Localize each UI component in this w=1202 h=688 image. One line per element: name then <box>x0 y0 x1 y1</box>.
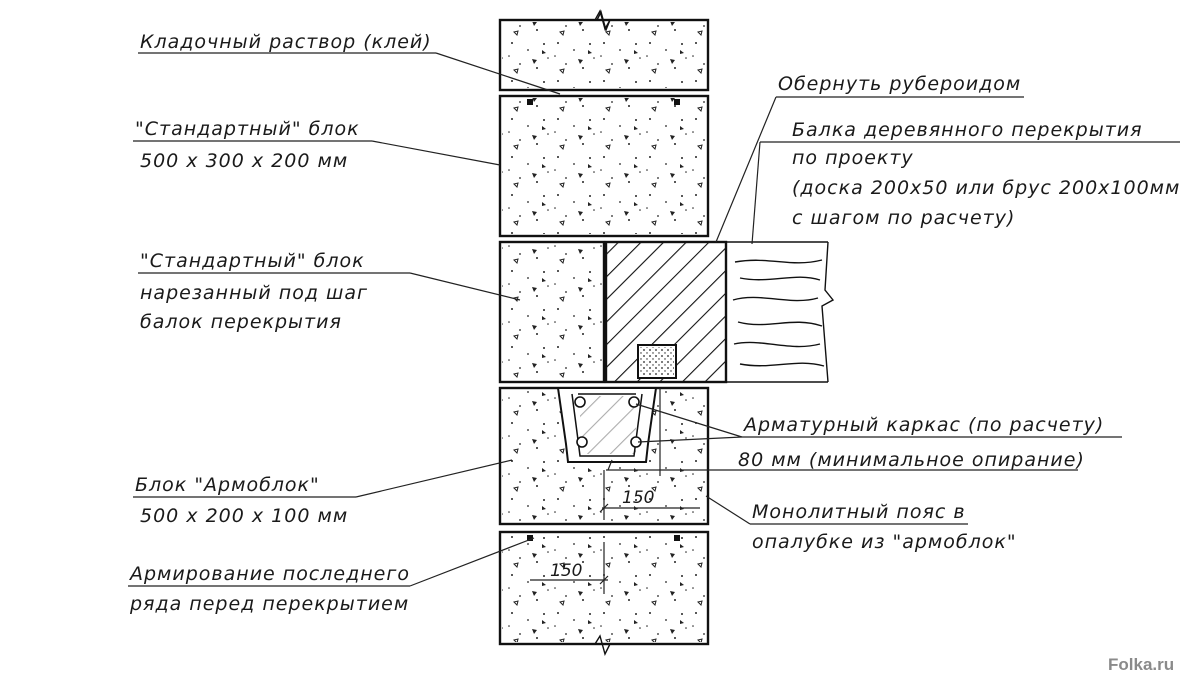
std-block-2-line3-text: балок перекрытия <box>140 311 342 333</box>
armoblock-text: Блок "Армоблок" <box>135 474 320 496</box>
dim-150-lower-text: 150 <box>550 561 583 581</box>
belt-line1-text: Монолитный пояс в <box>752 501 966 523</box>
armoblock-size-text: 500 х 200 х 100 мм <box>140 505 349 527</box>
std-block-2-line2-text: нарезанный под шаг <box>140 282 369 304</box>
label-support <box>708 449 1085 471</box>
label-standard-block <box>133 118 500 172</box>
support-text: 80 мм (минимальное опирание) <box>738 449 1085 471</box>
frame-text: Арматурный каркас (по расчету) <box>744 414 1105 436</box>
wrap-text: Обернуть рубероидом <box>778 73 1022 95</box>
mortar-text: Кладочный раствор (клей) <box>140 31 432 53</box>
belt-line2-text: опалубке из "армоблок" <box>752 531 1017 553</box>
std-block-2-text: "Стандартный" блок <box>140 250 365 272</box>
label-beam <box>752 119 1180 244</box>
beam-line1-text: Балка деревянного перекрытия <box>792 119 1143 141</box>
watermark-text: Folka.ru <box>1108 655 1175 674</box>
block-top-partial <box>500 11 708 90</box>
beam-line4-text: с шагом по расчету) <box>792 207 1016 229</box>
label-monolithic-belt <box>706 496 1017 553</box>
label-standard-block-cut <box>138 250 520 333</box>
std-block-1-text: "Стандартный" блок <box>135 118 360 140</box>
label-reinforcement <box>128 538 534 615</box>
block-standard-cut <box>500 242 604 382</box>
reinforce-line1-text: Армирование последнего <box>130 563 410 585</box>
dim-150-upper-text: 150 <box>622 488 655 508</box>
wooden-beam <box>606 242 833 382</box>
beam-line3-text: (доска 200х50 или брус 200х100мм <box>792 177 1181 199</box>
block-standard-upper <box>500 96 708 236</box>
label-mortar <box>138 31 560 94</box>
label-armoblock <box>133 460 512 527</box>
beam-line2-text: по проекту <box>792 147 914 169</box>
std-block-1-size-text: 500 х 300 х 200 мм <box>140 150 349 172</box>
reinforce-line2-text: ряда перед перекрытием <box>130 593 410 615</box>
